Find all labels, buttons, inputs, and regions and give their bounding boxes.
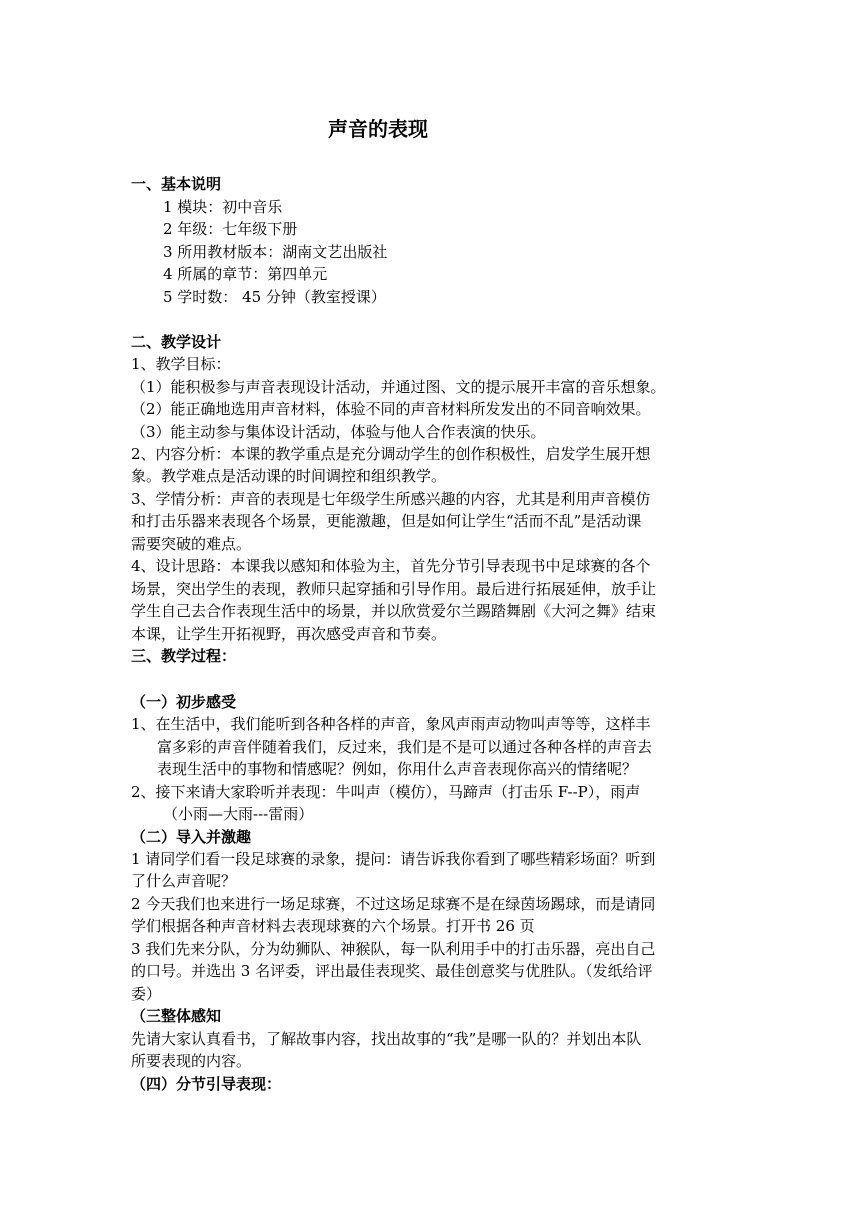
- section-heading-process: 三、教学过程：: [131, 647, 237, 665]
- process-line: 富多彩的声音伴随着我们，反过来，我们是不是可以通过各种各样的声音去: [157, 738, 653, 756]
- basic-item-textbook: 3 所用教材版本：湖南文艺出版社: [163, 243, 388, 261]
- section-heading-basic: 一、基本说明: [131, 175, 222, 193]
- process-line: 了什么声音呢？: [131, 872, 237, 890]
- process-line: 1、在生活中，我们能听到各种各样的声音，象风声雨声动物叫声等等，这样丰: [131, 715, 651, 733]
- basic-item-chapter: 4 所属的章节：第四单元: [163, 265, 328, 283]
- process-line: 2 今天我们也来进行一场足球赛，不过这场足球赛不是在绿茵场踢球，而是请同: [131, 895, 656, 913]
- design-line: 本课，让学生开拓视野，再次感受声音和节奏。: [131, 625, 447, 643]
- subheading-initial: （一）初步感受: [131, 693, 237, 711]
- process-line: 2、接下来请大家聆听并表现：牛叫声（模仿），马蹄声（打击乐 F--P），雨声: [131, 783, 641, 801]
- process-line: 学们根据各种声音材料去表现球赛的六个场景。打开书 26 页: [131, 917, 535, 935]
- process-line: 表现生活中的事物和情感呢？例如，你用什么声音表现你高兴的情绪呢？: [157, 760, 638, 778]
- section-heading-design: 二、教学设计: [131, 333, 222, 351]
- design-line: 1、教学目标：: [131, 355, 231, 373]
- design-line: 2、内容分析：本课的教学重点是充分调动学生的创作积极性，启发学生展开想: [131, 445, 651, 463]
- page-title: 声音的表现: [328, 117, 428, 141]
- design-line: 和打击乐器来表现各个场景，更能激趣，但是如何让学生“活而不乱”是活动课: [131, 512, 642, 530]
- subheading-intro: （二）导入并激趣: [131, 828, 252, 846]
- process-line: 的口号。并选出 3 名评委，评出最佳表现奖、最佳创意奖与优胜队。（发纸给评: [131, 962, 653, 980]
- design-line: （3）能主动参与集体设计活动，体验与他人合作表演的快乐。: [131, 423, 546, 441]
- design-line: （2）能正确地选用声音材料，体验不同的声音材料所发发出的不同音响效果。: [131, 400, 651, 418]
- process-line: 所要表现的内容。: [131, 1052, 252, 1070]
- basic-item-module: 1 模块：初中音乐: [163, 198, 283, 216]
- design-line: 3、学情分析：声音的表现是七年级学生所感兴趣的内容，尤其是利用声音模仿: [131, 490, 651, 508]
- design-line: 4、设计思路：本课我以感知和体验为主，首先分节引导表现书中足球赛的各个: [131, 557, 651, 575]
- subheading-guided: （四）分节引导表现：: [131, 1075, 282, 1093]
- design-line: 场景，突出学生的表现，教师只起穿插和引导作用。最后进行拓展延伸，放手让: [131, 580, 657, 598]
- design-line: 象。教学难点是活动课的时间调控和组织教学。: [131, 467, 447, 485]
- process-line: 3 我们先来分队，分为幼狮队、神猴队，每一队利用手中的打击乐器，亮出自己: [131, 940, 656, 958]
- process-line: 委）: [131, 985, 162, 1003]
- process-line: 先请大家认真看书，了解故事内容，找出故事的“我”是哪一队的？并划出本队: [131, 1030, 642, 1048]
- design-line: 需要突破的难点。: [131, 535, 252, 553]
- basic-item-hours: 5 学时数： 45 分钟（教室授课）: [163, 288, 386, 306]
- design-line: 学生自己去合作表现生活中的场景，并以欣赏爱尔兰踢踏舞剧《大河之舞》结束: [131, 602, 657, 620]
- basic-item-grade: 2 年级：七年级下册: [163, 220, 298, 238]
- design-line: （1）能积极参与声音表现设计活动，并通过图、文的提示展开丰富的音乐想象。: [131, 378, 666, 396]
- process-line: （小雨—大雨---雷雨）: [163, 805, 314, 823]
- process-line: 1 请同学们看一段足球赛的录象，提问：请告诉我你看到了哪些精彩场面？听到: [131, 850, 656, 868]
- subheading-overall: （三整体感知: [131, 1007, 222, 1025]
